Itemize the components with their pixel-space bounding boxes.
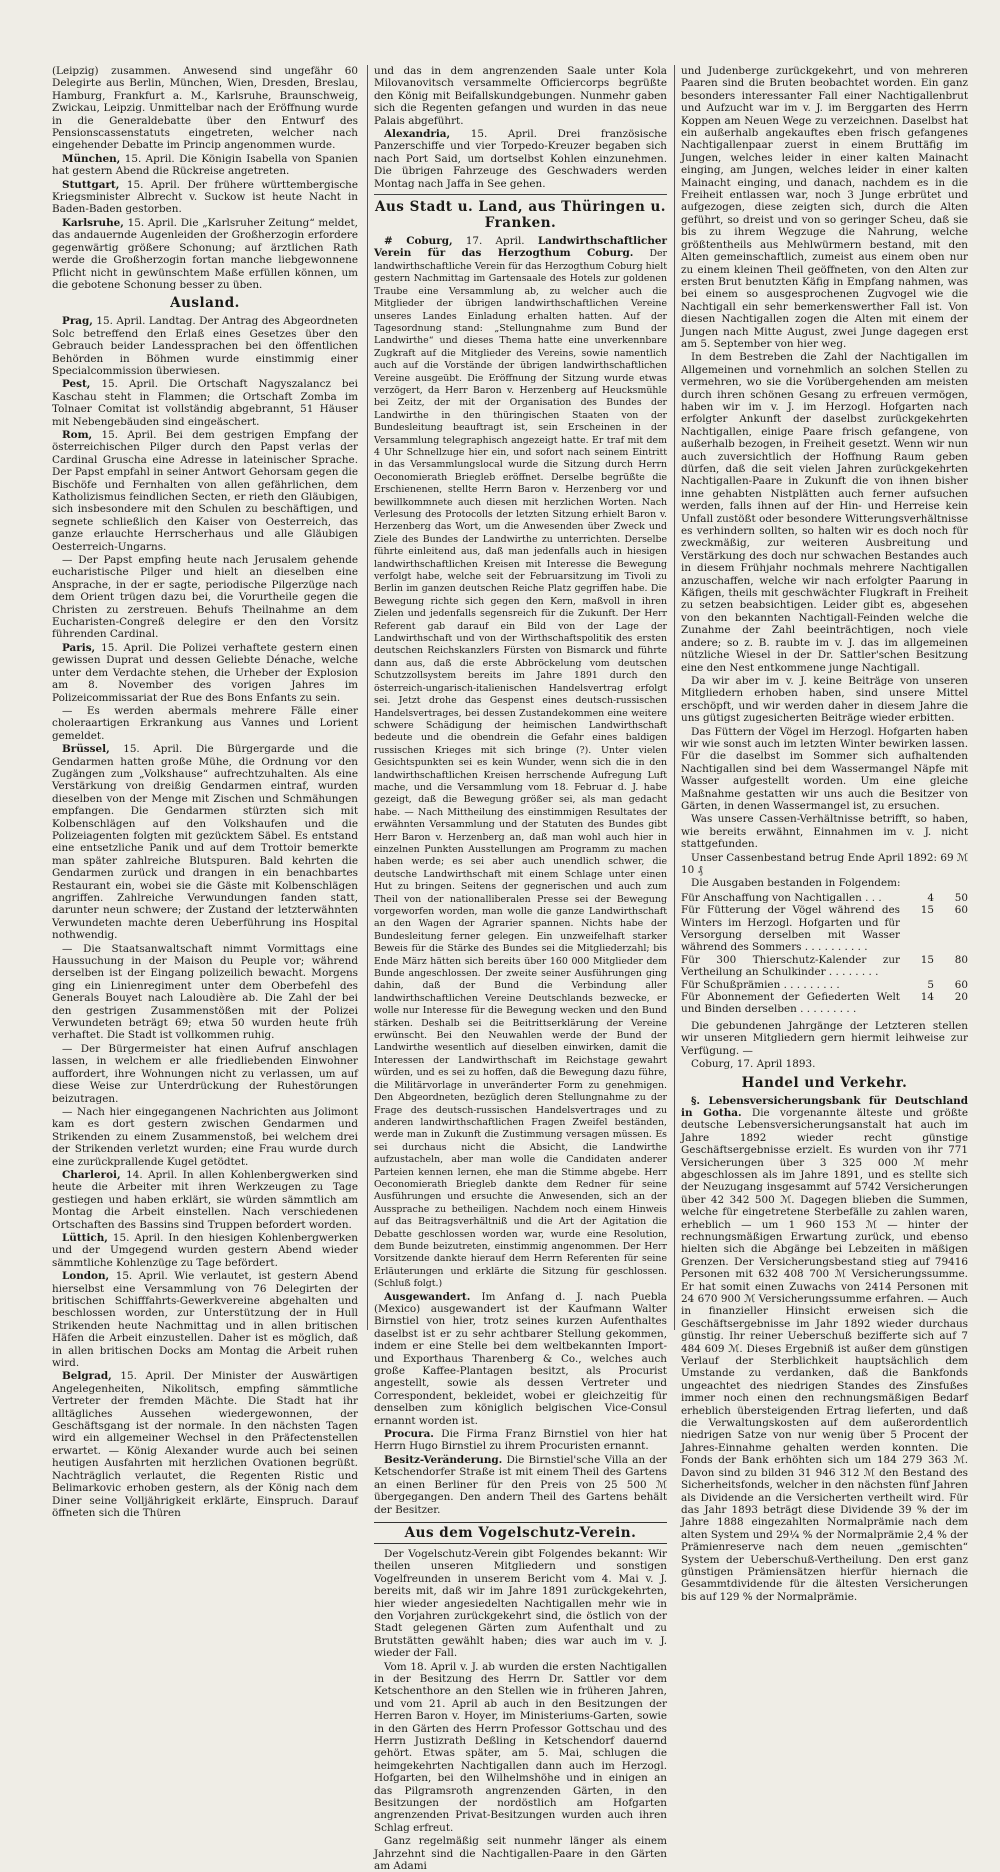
article-prag: Prag, 15. April. Landtag. Der Antrag des Abgeordneten Solc betreffend den Erlaß eines Gesetzes über den Gebrauch beider Landessprachen bei den öffentlichen Behörden in Böhmen wurde einstimmig einer Specialcommission überwiesen.: [52, 315, 358, 377]
article-rom: Rom, 15. April. Bei dem gestrigen Empfang der österreichischen Pilger durch den Papst verlas der Cardinal Gruscha eine Adresse in lateinischer Sprache. Der Papst empfahl in seiner Antwort Gehorsam gegen die Bischöfe und Fernhalten von allen gefährlichen, dem Katholizismus feindlichen Secten, er rieth den Gläubigen, sich insbesondere mit den Schulen zu beschäftigen, und segnete schließlich den Kaiser von Oesterreich, das ganze erlauchte Herrscherhaus und alle Gläubigen Oesterreich-Ungarns.: [52, 428, 358, 553]
dateline-place: Besitz-Veränderung.: [384, 1453, 503, 1466]
article-bruessel-2: — Die Staatsanwaltschaft nimmt Vormittags eine Haussuchung in der Maison du Peuple vor; während derselben ist der Eingang polizeilich bewacht. Morgens ging ein Linienregiment unter dem Oberbefehl des Generals Bouyet nach Laloudière ab. Die Zahl der bei den gestrigen Zusammenstößen mit der Polizei Verwundeten beträgt 69; etwa 50 wurden heute früh verhaftet. Die Stadt ist vollkommen ruhig.: [52, 942, 358, 1042]
dateline-place: Stuttgart,: [62, 178, 120, 191]
article-belgrad: Belgrad, 15. April. Der Minister der Auswärtigen Angelegenheiten, Nikolitsch, empfing sämmtliche Vertreter der fremden Mächte. Die Stadt hat ihr alltägliches Aussehen wiedergewonnen, der Geschäftsgang ist der normale. In den nächsten Tagen wird ein allgemeiner Wechsel in den Präfectenstellen erwartet. — König Alexander wurde auch bei seinen heutigen Ausfahrten mit herzlichen Ovationen begrüßt. Nachträglich verlautet, die Regenten Ristic und Belimarkovic erhoben gestern, als der König nach dem Diner seine Volljährigkeit erklärte, Einspruch. Darauf öffneten sich die Thüren: [52, 1370, 358, 1519]
article-charleroi: Charleroi, 14. April. In allen Kohlenbergwerken sind heute die Arbeiter mit ihren Werkzeugen zu Tage gestiegen und haben erklärt, sie würden sämmtlich am Montag die Arbeit einstellen. Nach verschiedenen Ortschaften des Bassins sind Truppen befordert worden.: [52, 1168, 358, 1231]
article-stuttgart: Stuttgart, 15. April. Der frühere württembergische Kriegsminister Albrecht v. Suckow ist heute Nacht in Baden-Baden gestorben.: [52, 178, 358, 216]
dateline-place: Paris,: [62, 641, 96, 654]
article-karlsruhe: Karlsruhe, 15. April. Die „Karlsruher Zeitung“ meldet, das andauernde Augenleiden der Großherzogin erfordere gegenwärtig größere Schonung; auf ärztlichen Rath werde die Großherzogin fortan manche liebgewonnene Pflicht nicht in gewünschtem Maße erfüllen können, um die gebotene Schonung besser zu üben.: [52, 216, 358, 291]
ledger-row: Für Abonnement der Gefiederten Welt und Binden derselben . . . . . . . . . 14 20: [681, 991, 968, 1016]
article-paris-2: — Es werden abermals mehrere Fälle einer choleraartigen Erkrankung aus Vannes und Lorient gemeldet.: [52, 704, 358, 742]
ledger-row: Für 300 Thierschutz-Kalender zur Vertheilung an Schulkinder . . . . . . . . 15 80: [681, 953, 968, 979]
section-heading-handel: Handel und Verkehr.: [741, 1074, 908, 1091]
divider: [374, 194, 667, 195]
article-vogelschutz-1: Der Vogelschutz-Verein gibt Folgendes bekannt: Wir theilen unseren Mitgliedern und sonstigen Vogelfreunden in unserem Bericht vom 4. Mai v. J. bereits mit, daß wir im Jahre 1891 zurückgekehrten, hier wieder angesiedelten Nachtigallen mehr wie in den Vorjahren zurückgekehrt sind, die östlich von der Stadt gelegenen Gärten zum Aufenthalt und zu Brutstätten gewählt haben; dies war auch im v. J. wieder der Fall.: [374, 1547, 667, 1660]
article-vogelschutz-5: Da wir aber im v. J. keine Beiträge von unseren Mitgliedern erhoben haben, sind unsere Mittel erschöpft, und wir werden daher in diesem Jahre die uns gütigst zugesicherten Beiträge wieder erbitten.: [681, 674, 968, 725]
dateline-place: Prag,: [62, 315, 93, 328]
section-heading-stadt-land: Aus Stadt u. Land, aus Thüringen u. Franken.: [375, 199, 666, 232]
article-leipzig: (Leipzig) zusammen. Anwesend sind ungefähr 60 Delegirte aus Berlin, München, Wien, Dresden, Breslau, Hamburg, Frankfurt a. M., Karlsruhe, Braunschweig, Zwickau, Leipzig. Unmittelbar nach der Eröffnung wurde in die Generaldebatte über den Entwurf des Pensionscassenstatuts eingetreten, welcher nach eingehender Debatte im Princip angenommen wurde.: [52, 65, 358, 152]
dateline-place: Ausgewandert.: [384, 1290, 471, 1303]
article-ausgewandert: Ausgewandert. Im Anfang d. J. nach Puebla (Mexico) ausgewandert ist der Kaufmann Walter Birnstiel von hier, trotz seines kurzen Aufenthaltes daselbst ist er zu sehr achtbarer Stellung gekommen, indem er eine Stelle bei dem weltbekannten Import- und Exporthaus Tharenberg & Co., welches auch große Kaffee-Plantagen besitzt, als Procurist angestellt, sowie als dessen Vertreter und Correspondent, bekleidet, wobei er gleichzeitig für denselben zum königlich belgischen Vice-Consul ernannt worden ist.: [374, 1290, 667, 1427]
dateline-place: Brüssel,: [62, 743, 110, 756]
article-bruessel-3: — Der Bürgermeister hat einen Aufruf anschlagen lassen, in welchem er alle friedliebenden Einwohner auffordert, ihre Wohnungen nicht zu verlassen, um auf diese Weise zur Unterdrückung der Ruhestörungen beizutragen.: [52, 1042, 358, 1105]
ledger-row: Für Fütterung der Vögel während des Winters im Herzogl. Hofgarten und für Versorgung derselben mit Wasser während des Sommers . . . . . . . . . . 15 60: [681, 904, 968, 954]
expenses-ledger: [681, 892, 968, 1016]
dateline-place: Charleroi,: [62, 1168, 121, 1181]
ledger-row: Für Schußprämien . . . . . . . . . 5 60: [681, 978, 968, 991]
article-muenchen: München, 15. April. Die Königin Isabella von Spanien hat gestern Abend die Rückreise angetreten.: [52, 152, 358, 178]
article-vogelschutz-date: Coburg, 17. April 1893.: [691, 1058, 816, 1071]
article-besitz: Besitz-Veränderung. Die Birnstiel'sche Villa an der Ketschendorfer Straße ist mit einem Theil des Gartens an einen Berliner für den Preis von 25 500 ℳ übergegangen. Den andern Theil des Gartens behält der Besitzer.: [374, 1453, 667, 1516]
column-middle: [367, 65, 667, 1872]
article-vogelschutz-2: Vom 18. April v. J. ab wurden die ersten Nachtigallen in der Besitzung des Herrn Dr. Sattler vor dem Ketschenthore an den Stellen wie in früheren Jahren, und vom 21. April ab auch in den Besitzungen der Herren Baron v. Hoyer, im Ministeriums-Garten, sowie in den Gärten des Herrn Professor Gottschau und des Herrn Justizrath Deßling in Ketschendorf dauernd gehört. Etwas später, am 5. Mai, schlugen die heimgekehrten Nachtigallen dann auch im Herzogl. Hofgarten, bei den Wilhelmshöhe und in einigen an das Pilgramsroth angrenzenden Gärten, in den Besitzungen der nordöstlich am Hofgarten angrenzenden Privat-Besitzungen wurden auch ihren Schlag erfreut.: [374, 1660, 667, 1834]
ledger-row: Für Anschaffung von Nachtigallen . . . 4 50: [681, 891, 968, 904]
section-heading-ausland: Ausland.: [170, 295, 240, 312]
article-vogelschutz-3: Ganz regelmäßig seit nunmehr länger als einem Jahrzehnt sind die Nachtigallen-Paare in den Gärten am Adami: [374, 1835, 667, 1872]
article-lebensversicherung: §. Lebensversicherungsbank für Deutschland in Gotha. Die vorgenannte älteste und größte deutsche Lebensversicherungsanstalt hat auch im Jahre 1892 wieder recht günstige Geschäftsergebnisse erzielt. Es wurden von ihr 771 Versicherungen über 3 325 000 ℳ mehr abgeschlossen als im Jahre 1891, und es stellte sich der Neuzugang insgesammt auf 5742 Versicherungen über 42 342 500 ℳ. Dagegen blieben die Summen, welche für eingetretene Sterbefälle zu zahlen waren, erheblich — um 1 960 153 ℳ — hinter der rechnungsmäßigen Erwartung zurück, und ebenso hielten sich die Abgänge bei Lebzeiten in mäßigen Grenzen. Der Versicherungsbestand stieg auf 79416 Personen mit 632 408 700 ℳ Versicherungssumme. Er hat somit einen Zuwachs von 2414 Personen mit 24 670 900 ℳ Versicherungssumme erfahren. — Auch in finanzieller Hinsicht erweisen sich die Geschäftsergebnisse im Jahr 1892 wieder durchaus günstig. Ihr reiner Ueberschuß bezifferte sich auf 7 484 609 ℳ. Dieses Ergebniß ist außer dem günstigen Verlauf der Sterblichkeit hauptsächlich dem Umstande zu verdanken, daß die Bankfonds ungeachtet des niedrigen Standes des Zinsfußes immer noch einen den rechnungsmäßigen Bedarf erheblich übersteigenden Ertrag lieferten, und daß die Verwaltungskosten auf dem außerordentlich niedrigen Satze von nur wenig über 5 Procent der Jahres-Einnahme gehalten werden konnten. Die Fonds der Bank erhöhten sich um 184 279 363 ℳ. Davon sind zu bilden 31 946 312 ℳ den Bestand des Sicherheitsfonds, welcher in den nächsten fünf Jahren als Dividende an die Versicherten vertheilt wird. Für das Jahr 1893 beträgt diese Dividende 39 % der im Jahre 1888 eingezahlten Normalprämie nach dem alten System und 29¼ % der Normalprämie 2,4 % der Prämienreserve nach dem neuen „gemischten“ System der Ueberschuß-Vertheilung. Den erst ganz günstigen Prämiensätzen hierfür hiernach die Gesammtdividende für die ältesten Versicherungen bis auf 129 % der Normalprämie.: [681, 1094, 968, 1603]
dateline-place: Karlsruhe,: [62, 216, 124, 229]
article-london: London, 15. April. Wie verlautet, ist gestern Abend hierselbst eine Versammlung von 76 Delegirten der britischen Schifffahrts-Gewerkvereine abgehalten und beschlossen worden, zur Unterstützung der in Hull Strikenden heute Nachmittag und in allen britischen Häfen die Arbeit einzustellen. Daher ist es möglich, daß in allen britischen Docks am Montag die Arbeit ruhen wird.: [52, 1270, 358, 1370]
article-coburg-landwirtschaft: # Coburg, 17. April. Landwirthschaftlicher Verein für das Herzogthum Coburg. Der landwirthschaftliche Verein für das Herzogthum Coburg hielt gestern Nachmittag im Gartensaale des Hotels zur goldenen Traube eine Versammlung ab, zu welcher auch die Mitglieder der übrigen landwirthschaftlichen Vereine unseres Landes Einladung erhalten hatten. Auf der Tagesordnung stand: „Stellungnahme zum Bund der Landwirthe“ und dieses Thema hatte eine unverkennbare Zugkraft auf die Mitglieder des Vereins, sowie namentlich auch auf die Vorstände der übrigen landwirthschaftlichen Vereine ausgeübt. Die Eröffnung der Sitzung wurde etwas verzögert, da Herr Baron v. Herzenberg auf Heucksmühle bei Zeitz, der mit der Organisation des Bundes der Landwirthe in den thüringischen Staaten von der Bundesleitung beauftragt ist, sein Erscheinen in der Versammlung telegraphisch angezeigt hatte. Er traf mit dem 4 Uhr Schnellzuge hier ein, und sofort nach seinem Eintritt in das Versammlungslocal wurde die Sitzung durch Herrn Oeconomierath Briegleb eröffnet. Derselbe begrüßte die Erschienenen, stellte Herrn Baron v. Herzenberg vor und bewillkommnete auch diesen mit herzlichen Worten. Nach Verlesung des Protocolls der letzten Sitzung erhielt Baron v. Herzenberg das Wort, um die Anwesenden über Zweck und Ziele des Bundes der Landwirthe zu unterrichten. Derselbe führte einleitend aus, daß man jedenfalls auch in hiesigen landwirthschaftlichen Kreisen mit Interesse die Bewegung verfolgt habe, welche seit der Februarsitzung im Tivoli zu Berlin im ganzen deutschen Reiche Platz gegriffen habe. Die Bewegung richte sich gegen den Kern, maßvoll in ihren Zielen und jedenfalls segensreich für die Zukunft. Der Herr Referent gab darauf ein Bild von der Lage der Landwirthschaft und von der Wirthschaftspolitik des ersten deutschen Reichskanzlers Fürsten von Bismarck und führte dann aus, daß die erste Abbröckelung vom deutschen Schutzzollsystem bereits im Jahre 1891 durch den österreich-ungarisch-italienischen Handelsvertrag erfolgt sei. Jetzt drohe das Gespenst eines deutsch-russischen Handelsvertrages, bei dessen Zustandekommen eine weitere schwere Schädigung der heimischen Landwirthschaft bedeute und die obendrein die Gefahr eines baldigen russischen Krieges mit sich bringe (?). Unter vielen Gesichtspunkten sei es kein Wunder, wenn sich die in den landwirthschaftlichen Kreisen herrschende Aufregung Luft mache, und die Versammlung vom 18. Februar d. J. habe gezeigt, daß die Bewegung größer sei, als man gedacht habe. — Nach Mittheilung des einstimmigen Resultates der erwähnten Versammlung und der Statuten des Bundes gibt Herr Baron v. Herzenberg an, daß man wohl auch hier in einzelnen Punkten Ausstellungen am Programm zu machen haben werde; es sei aber auch unendlich schwer, die deutsche Landwirthschaft mit einem Schlage unter einen Hut zu bringen. Seitens der gegnerischen und auch zum Theil von der nationalliberalen Presse sei der Bewegung vorgeworfen worden, man wolle die ganze Landwirthschaft an den Wagen der Agrarier spannen. Nichts habe der Bundesleitung ferner gelegen. Ein unzweifelhaft starker Beweis für die Stärke des Bundes sei die Mitgliederzahl; bis Ende März hätten sich bereits über 160 000 Mitglieder dem Bunde angeschlossen. Der zweite seiner Ausführungen ging dahin, daß der Bund die Verbindung aller landwirthschaftlichen Vereine Deutschlands bezwecke, er wolle nur Interesse für die Bewegung wecken und den Bund stärken. Deshalb sei die Beitrittserklärung der Vereine erwünscht. Bei den Neuwahlen werde der Bund der Landwirthe wesentlich auf dieselben einwirken, damit die Interessen der Landwirthschaft im Reichstage gewahrt würden, und es sei zu hoffen, daß die Bewegung dazu führe, die Militärvorlage in unveränderter Form zu genehmigen. Den Abgeordneten, bezüglich deren Stellungnahme zu der Frage des deutsch-russischen Handelsvertrages und zu anderen landwirthschaftlichen Fragen Zweifel beständen, werde man in Zukunft die Zustimmung versagen müssen. Es sei durchaus nicht die Absicht, die Landwirthe aufzustacheln, aber man wolle die Candidaten anderer Parteien kennen lernen, ehe man die Stimme abgebe. Herr Oeconomierath Briegleb dankte dem Redner für seine Ausführungen und ersuchte die Anwesenden, sich an der Aussprache zu betheiligen. Nachdem noch einem Hinweis auf das Beitragsverhältniß und die Art der Agitation die Debatte geschlossen worden war, wurde eine Resolution, dem Bunde beizutreten, einstimmig angenommen. Der Herr Vorsitzende dankte hierauf dem Herrn Referenten für seine Erläuterungen und erklärte die Sitzung für geschlossen. (Schluß folgt.): [374, 235, 667, 1290]
article-paris: Paris, 15. April. Die Polizei verhaftete gestern einen gewissen Duprat und dessen Geliebte Dénache, welche unter dem Verdachte stehen, die Urheber der Explosion am 8. November des vorigen Jahres im Polizeicommissariat der Rue des Bons Enfants zu sein.: [52, 641, 358, 704]
dateline-place: # Coburg,: [384, 235, 453, 248]
article-rom-2: — Der Papst empfing heute nach Jerusalem gehende eucharistische Pilger und hielt an dieselben eine Ansprache, in der er sagte, periodische Pilgerzüge nach dem Orient trügen dazu bei, die Vorurtheile gegen die Christen zu zerstreuen. Behufs Theilnahme an dem Eucharisten-Congreß delegire er den den Vorsitz führenden Cardinal.: [52, 554, 358, 641]
article-jolimont: — Nach hier eingegangenen Nachrichten aus Jolimont kam es dort gestern zwischen Gendarmen und Strikenden zu einem Zusammenstoß, bei welchem drei der Strikenden verletzt wurden; eine Frau wurde durch eine zurückprallende Kugel getödtet.: [52, 1105, 358, 1168]
article-procura: Procura. Die Firma Franz Birnstiel von hier hat Herrn Hugo Birnstiel zu ihrem Procuristen ernannt.: [374, 1428, 667, 1453]
expenses-intro: Die Ausgaben bestanden in Folgendem:: [691, 877, 901, 890]
article-vogelschutz-cont: und Judenberge zurückgekehrt, und von mehreren Paaren sind die Bruten beobachtet worden. Ein ganz besonders interessanter Fall einer Nachtigallenbrut und Aufzucht war im v. J. im Berggarten des Herrn Koppen am Neuen Wege zu verzeichnen. Daselbst hat ein außerhalb angekauftes eben frisch gefangenes Nachtigallenpaar zuerst in einem Bruttäfig im Jungen, welches leider in einer kalten Mainacht einging, am Jungen, welches leider in einer kalten Mainacht einging, und danach, nachdem es in die Freiheit entlassen war, noch 3 Junge erbrütet und aufgezogen, diese zeigten sich, durch die Alten geführt, so dreist und von so geringer Scheu, daß sie bis zu ihrem Wegzuge die Nahrung, welche größtentheils aus Mehlwürmern bestand, mit den Alten gemeinschaftlich, zumeist aus einem oben nur zu einem kleinen Theil geöffneten, von den Alten zur ersten Brut benutzten Käfig in Empfang nahmen, was bei einem so ausgesprochenen Zugvogel wie die Nachtigall ein sehr bemerkenswerther Fall ist. Von diesen Nachtigallen zogen die Alten mit einem der Jungen nach Mitte August, zwei Junge dagegen erst am 5. September von hier weg.: [681, 65, 968, 350]
article-alexandria: Alexandria, 15. April. Drei französische Panzerschiffe und vier Torpedo-Kreuzer begaben sich nach Port Said, um dortselbst Kohlen einzunehmen. Die übrigen Fahrzeuge des Geschwaders werden Montag nach Jaffa in See gehen.: [374, 128, 667, 190]
article-vogelschutz-6: Das Füttern der Vögel im Herzogl. Hofgarten haben wir wie sonst auch im letzten Winter bewirken lassen. Für die daselbst im Sommer sich aufhaltenden Nachtigallen sind bei dem Wassermangel Näpfe mit Wasser aufgestellt worden. Um eine gleiche Maßnahme gestatten wir uns auch die Besitzer von Gärten, in denen Wassermangel ist, zu ersuchen.: [681, 725, 968, 812]
newspaper-page: [30, 30, 980, 1872]
article-title: §. Lebensversicherungsbank für Deutschland in Gotha.: [681, 1094, 968, 1119]
column-left: [52, 65, 359, 1519]
article-vogelschutz-4: In dem Bestreben die Zahl der Nachtigallen im Allgemeinen und vornehmlich an solchen Stellen zu vermehren, wo sie die Vorübergehenden am meisten durch ihren schönen Gesang zu erfreuen vermögen, haben wir im v. J. im Herzogl. Hofgarten nach erfolgter Ankunft der daselbst zurückgekehrten Nachtigallen, einige Paare frisch gefangene, von außerhalb bezogen, in Freiheit gesetzt. Wenn wir nun auch zuversichtlich der Hoffnung Raum geben dürfen, daß die seit vielen Jahren zurückgekehrten Nachtigallen-Paare in Zukunft die von ihnen bisher inne gehabten Nistplätten auch ferner aufsuchen werden, falls ihnen auf der Hin- und Herreise kein Unfall zustößt oder besondere Witterungsverhältnisse es verhindern sollten, so halten wir es doch noch für zweckmäßig, zur weiteren Ausbreitung und Verstärkung des doch nur schwachen Bestandes auch in diesem Frühjahr nochmals mehrere Nachtigallen anzuschaffen, welche wir nach erfolgter Paarung in Käfigen, theils mit geschwächter Flugkraft in Freiheit zu setzen beabsichtigen. Leider gibt es, abgesehen von den bekannten Nachtigall-Feinden welche die Zunahme der Zahl beeinträchtigen, noch viele andere; so z. B. raubte im v. J. das im allgemeinen nützliche Wiesel in der Dr. Sattler'schen Besitzung eine den Nest entkommene junge Nachtigall.: [681, 351, 968, 674]
article-title: Landwirthschaftlicher Verein für das Herzogthum Coburg.: [374, 235, 667, 260]
section-heading-vogelschutz: Aus dem Vogelschutz-Verein.: [374, 1522, 667, 1544]
article-luettich: Lüttich, 15. April. In den hiesigen Kohlenbergwerken und der Umgegend wurden gestern Abend wieder sämmtliche Kohlenzüge zu Tage befördert.: [52, 1231, 359, 1269]
article-belgrad-cont: und das in dem angrenzenden Saale unter Kola Milovanovitsch versammelte Officiercorps begrüßte den König mit Beifallskundgebungen. Nunmehr gaben sich die Regenten gefangen und wurden in das neue Palais abgeführt.: [374, 65, 667, 127]
dateline-place: Pest,: [62, 378, 91, 391]
dateline-place: London,: [62, 1270, 110, 1283]
dateline-place: Lüttich,: [62, 1231, 108, 1244]
dateline-place: München,: [62, 152, 121, 165]
dateline-place: Alexandria,: [384, 128, 451, 141]
article-vogelschutz-7: Was unsere Cassen-Verhältnisse betrifft, so haben, wie bereits erwähnt, Einnahmen im v. J. nicht stattgefunden.: [681, 813, 968, 851]
cash-balance: Unser Cassenbestand betrug Ende April 1892: 69 ℳ 10 ₰: [681, 851, 968, 876]
dateline-place: Rom,: [62, 428, 93, 441]
article-pest: Pest, 15. April. Die Ortschaft Nagyszalancz bei Kaschau steht in Flammen; die Ortschaft Zomba im Tolnaer Comitat ist vollständig abgebrannt, 51 Häuser mit Nebengebäuden sind eingeäschert.: [52, 378, 358, 428]
dateline-place: Procura.: [384, 1428, 434, 1441]
column-right: [674, 65, 968, 1603]
dateline-place: Belgrad,: [62, 1370, 112, 1383]
article-vogelschutz-8: Die gebundenen Jahrgänge der Letzteren stellen wir unseren Mitgliedern gern hiermit leihweise zur Verfügung. —: [681, 1019, 968, 1057]
article-bruessel: Brüssel, 15. April. Die Bürgergarde und die Gendarmen hatten große Mühe, die Ordnung vor den Zugängen zum „Volkshause“ aufrechtzuhalten. Als eine Verstärkung von dreißig Gendarmen eintraf, wurden dieselben von der Menge mit Zischen und Schmähungen empfangen. Die Gendarmen stürzten sich mit Kolbenschlägen auf den Volkshaufen und die Polizeiagenten folgten mit gezücktem Säbel. Es entstand eine entsetzliche Panik und auf dem Trottoir bemerkte man später zahlreiche Blutspuren. Bald kehrten die Gendarmen zurück und drangen in ein benachbartes Restaurant ein, wobei sie die Gäste mit Kolbenschlägen angriffen. Zahlreiche Verwundungen fanden statt, darunter neun schwere; der Zustand der letzterwähnten Verwundeten machte deren Ueberführung ins Hospital nothwendig.: [52, 743, 358, 942]
